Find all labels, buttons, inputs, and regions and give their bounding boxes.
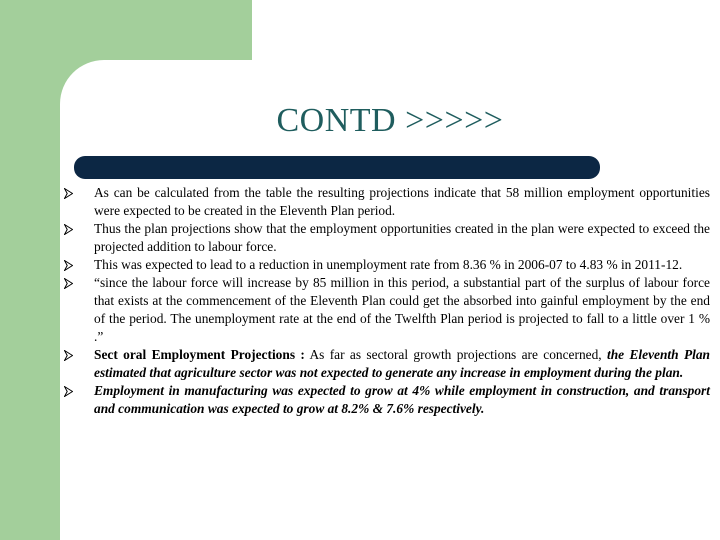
bullet-text: As can be calculated from the table the resulting projections indicate that 58 million employment opportunities were expected to be created in the Eleventh Plan period. [94, 185, 710, 218]
bullet-item [64, 346, 710, 382]
bullet-body: As far as sectoral growth projections are concerned, [304, 347, 608, 362]
arrowhead-bullet-icon [64, 346, 94, 364]
bullet-text: This was expected to lead to a reduction in unemployment rate from 8.36 % in 2006-07 to 4.83 % in 2011-12. [94, 257, 683, 272]
arrowhead-bullet-icon [64, 274, 94, 292]
title-divider-bar [74, 156, 600, 179]
bullet-text: Thus the plan projections show that the employment opportunities created in the plan were expected to exceed the projected addition to labour force. [94, 221, 710, 254]
bullet-emphasis: the Eleventh Plan estimated that agriculture sector was not expected to generate any increase in employment during the plan. [94, 347, 710, 380]
arrowhead-bullet-icon [64, 184, 94, 202]
bullet-list [64, 184, 710, 418]
bullet-text [94, 346, 710, 382]
arrowhead-bullet-icon [64, 382, 94, 400]
bullet-lead-heading: Sect oral Employment Projections : [94, 347, 305, 362]
bullet-text: “since the labour force will increase by 85 million in this period, a substantial part of the surplus of labour force that exists at the commencement of the Eleventh Plan could get the absorbed into gainful employment by the end of the period. The unemployment rate at the end of the Twelfth Plan period is projected to fall to a little over 1 % .” [94, 275, 710, 344]
bullet-text: Employment in manufacturing was expected to grow at 4% while employment in construction, and transport and communication was expected to grow at 8.2% & 7.6% respectively. [94, 383, 710, 416]
slide-title: CONTD >>>>> [276, 102, 504, 139]
bullet-item [64, 382, 710, 418]
arrowhead-bullet-icon [64, 256, 94, 274]
arrowhead-bullet-icon [64, 220, 94, 238]
bullet-item [64, 220, 710, 256]
bullet-item [64, 184, 710, 220]
bullet-item [64, 256, 710, 274]
bullet-item [64, 274, 710, 346]
